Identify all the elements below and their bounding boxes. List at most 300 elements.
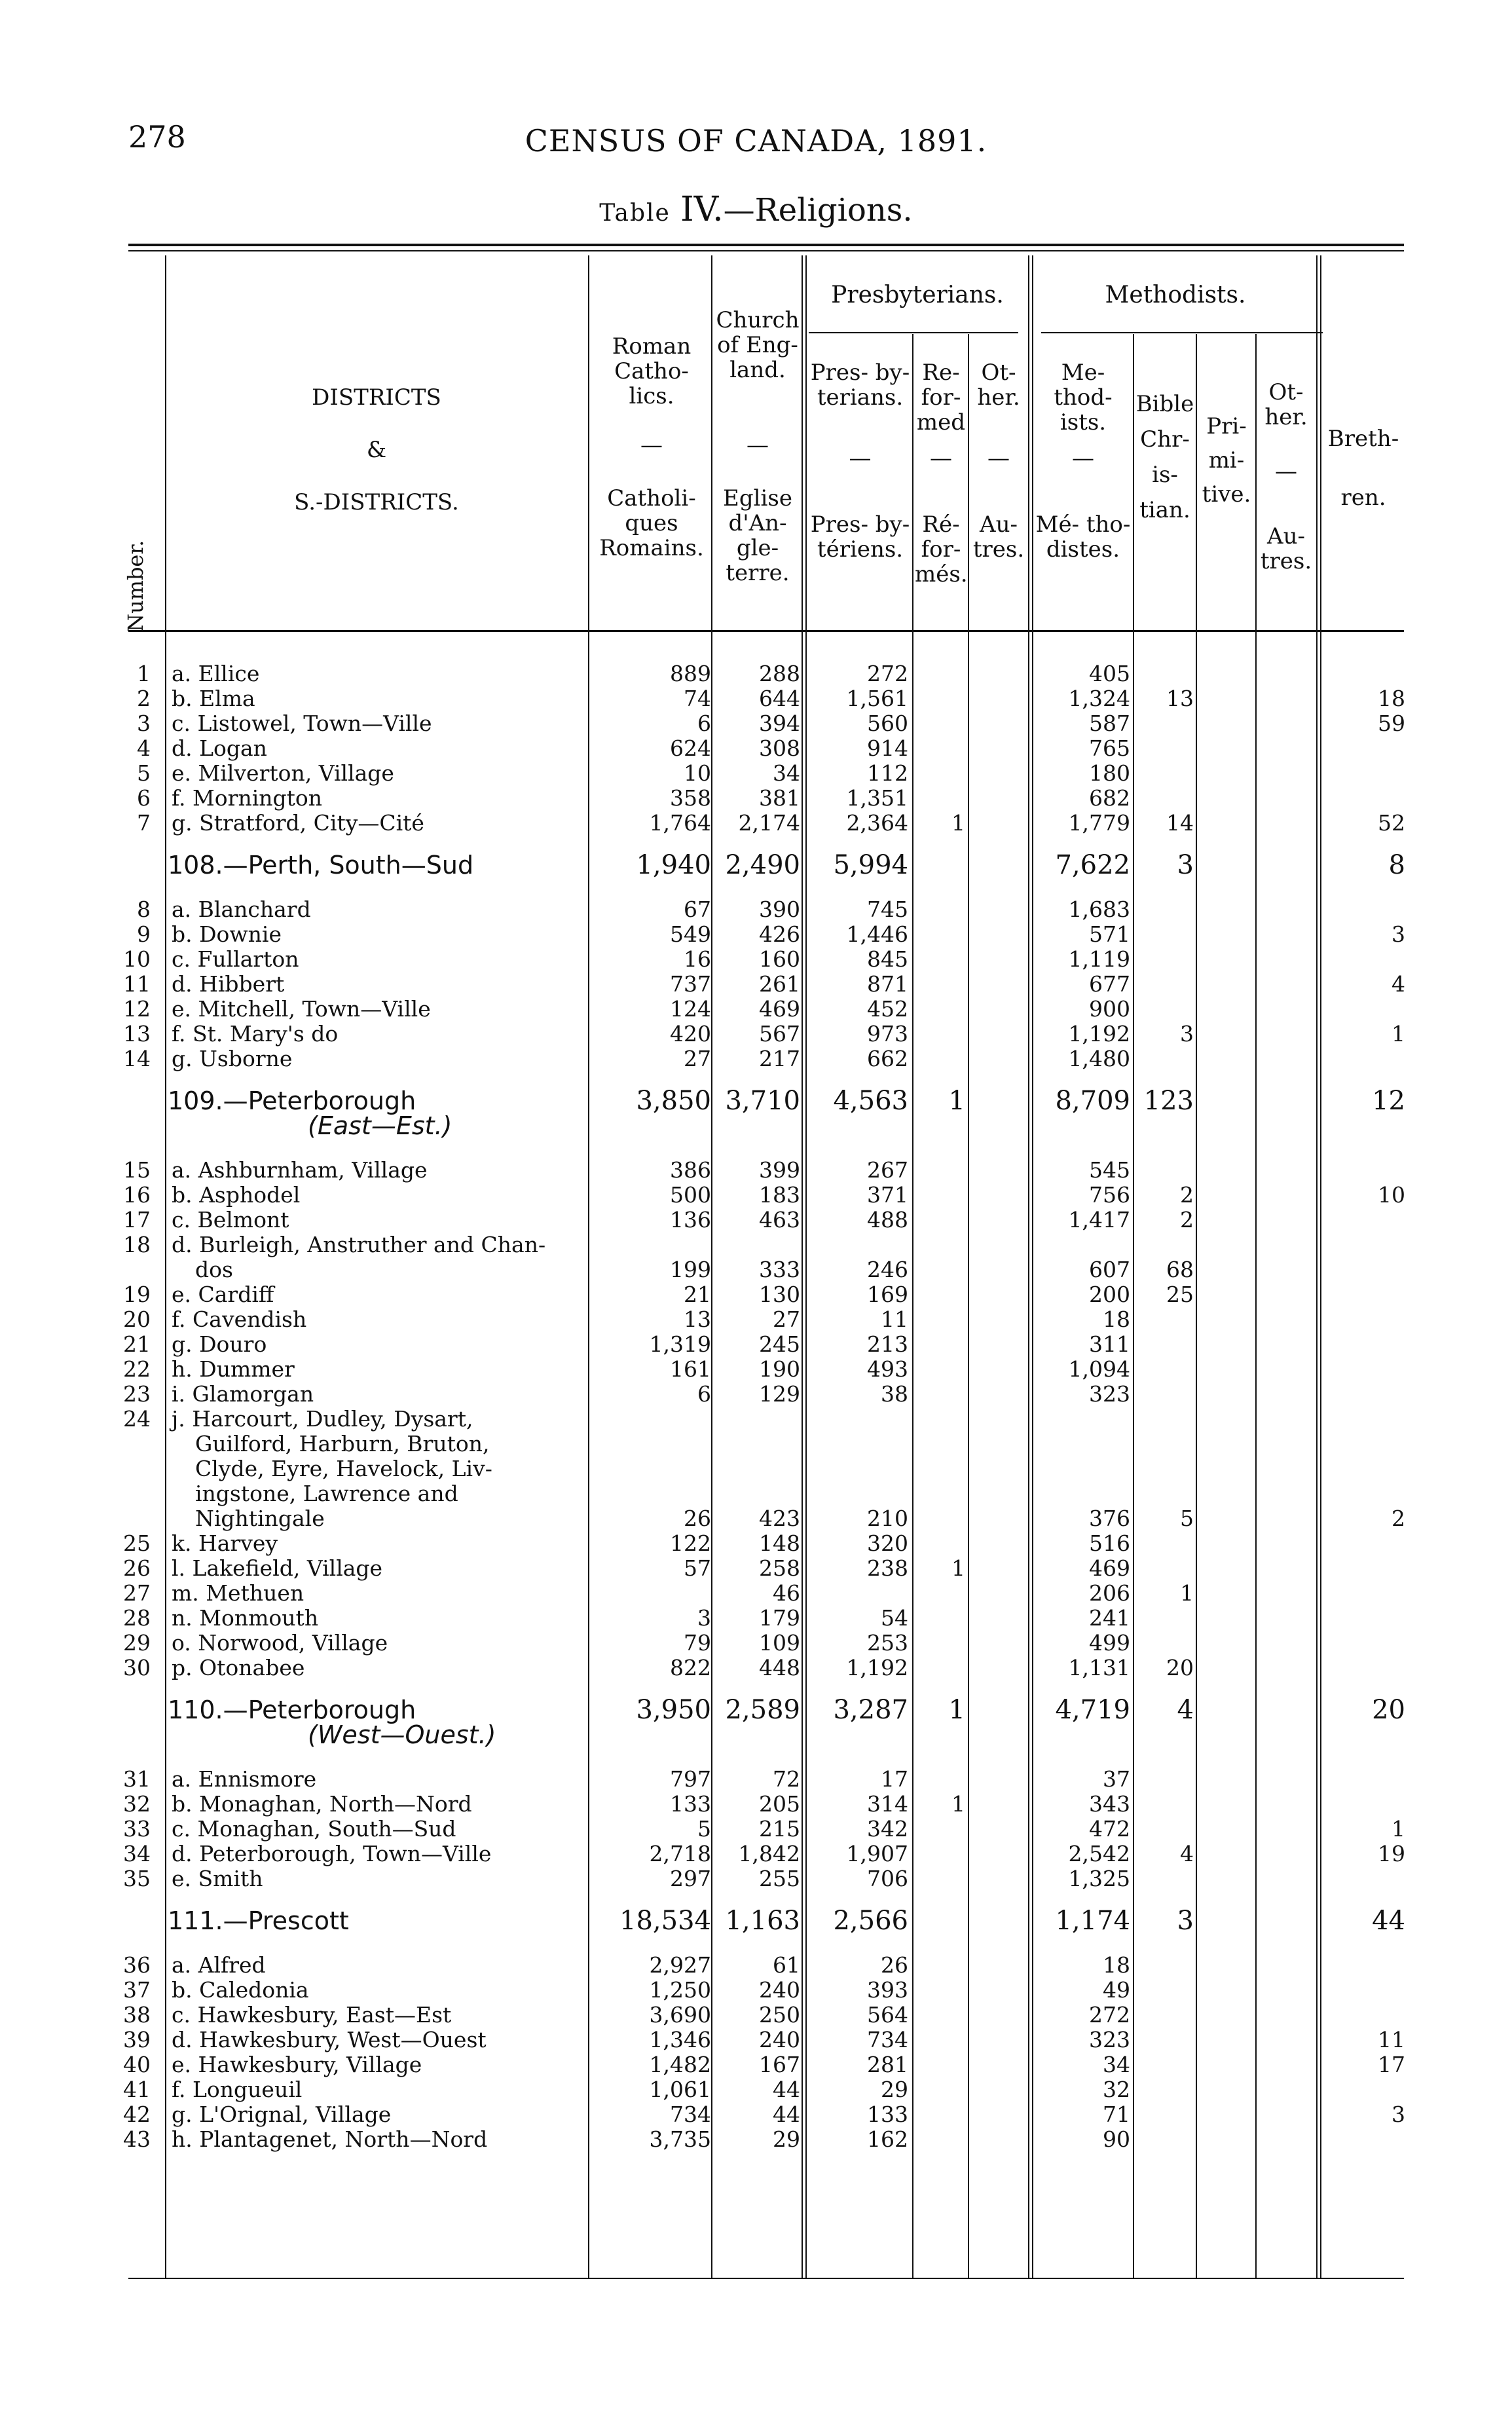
table-row bbox=[0, 661, 1512, 686]
cell-pr: 4,563 bbox=[833, 1086, 908, 1116]
table-row bbox=[0, 1866, 1512, 1891]
church-of-england-header: Church of Eng- land. bbox=[716, 307, 800, 383]
cell-me: 756 bbox=[1089, 1182, 1130, 1208]
cell-me: 1,192 bbox=[1068, 1021, 1130, 1047]
subdistrict-name-cont: dos bbox=[195, 1257, 233, 1282]
cell-ce: 215 bbox=[759, 1816, 800, 1842]
cell-ce: 308 bbox=[759, 735, 800, 761]
cell-rc: 79 bbox=[684, 1630, 711, 1656]
cell-ce: 261 bbox=[759, 971, 800, 997]
cell-pr: 734 bbox=[867, 2027, 908, 2052]
cell-br: 20 bbox=[1372, 1695, 1405, 1725]
table-row bbox=[0, 2102, 1512, 2127]
presbyterian-other-header: Ot- her. bbox=[977, 360, 1020, 411]
row-number: 26 bbox=[123, 1555, 151, 1581]
cell-me: 587 bbox=[1089, 711, 1130, 736]
row-number: 4 bbox=[137, 735, 151, 761]
row-number: 42 bbox=[123, 2102, 151, 2127]
row-number: 17 bbox=[123, 1207, 151, 1233]
cell-pr: 133 bbox=[867, 2102, 908, 2127]
subdistrict-name: d. Peterborough, Town—Ville bbox=[172, 1841, 492, 1866]
cell-me: 499 bbox=[1089, 1630, 1130, 1656]
cell-rc: 3 bbox=[697, 1605, 711, 1631]
district-subtitle: (West—Ouest.) bbox=[308, 1720, 496, 1749]
cell-rc: 161 bbox=[670, 1356, 711, 1382]
cell-rc: 297 bbox=[670, 1866, 711, 1891]
table-row bbox=[0, 711, 1512, 736]
cell-rf: 1 bbox=[948, 1086, 965, 1116]
table-row bbox=[0, 2052, 1512, 2077]
table-row bbox=[0, 811, 1512, 836]
row-number: 20 bbox=[123, 1307, 151, 1332]
subdistrict-name: d. Logan bbox=[172, 735, 267, 761]
cell-me: 682 bbox=[1089, 785, 1130, 811]
row-number: 25 bbox=[123, 1530, 151, 1556]
cell-me: 1,324 bbox=[1068, 686, 1130, 711]
cell-me: 1,174 bbox=[1055, 1906, 1130, 1936]
subdistrict-name: c. Listowel, Town—Ville bbox=[172, 711, 432, 736]
subdistrict-name: a. Blanchard bbox=[172, 897, 311, 922]
cell-me: 206 bbox=[1089, 1580, 1130, 1606]
cell-rc: 797 bbox=[670, 1766, 711, 1792]
table-number: IV. bbox=[680, 190, 724, 229]
cell-me: 469 bbox=[1089, 1555, 1130, 1581]
bottom-rule bbox=[128, 2278, 1404, 2279]
cell-pr: 11 bbox=[881, 1307, 908, 1332]
cell-ce: 34 bbox=[773, 760, 800, 786]
cell-pr: 1,351 bbox=[846, 785, 908, 811]
cell-me: 323 bbox=[1089, 1381, 1130, 1407]
row-number: 21 bbox=[123, 1331, 151, 1357]
cell-rc: 624 bbox=[670, 735, 711, 761]
running-head: CENSUS OF CANADA, 1891. bbox=[525, 123, 987, 158]
subdistrict-name: b. Elma bbox=[172, 686, 255, 711]
cell-me: 32 bbox=[1103, 2077, 1130, 2102]
subdistrict-name: b. Downie bbox=[172, 921, 282, 947]
cell-pr: 162 bbox=[867, 2126, 908, 2152]
table-row bbox=[0, 1953, 1512, 1978]
table-row bbox=[0, 1842, 1512, 1866]
cell-pr: 112 bbox=[867, 760, 908, 786]
cell-rf: 1 bbox=[951, 1791, 965, 1817]
table-row bbox=[0, 1332, 1512, 1357]
subdistrict-name: g. Usborne bbox=[172, 1046, 293, 1071]
cell-rc: 1,319 bbox=[649, 1331, 711, 1357]
cell-rc: 386 bbox=[670, 1157, 711, 1183]
cell-pr: 342 bbox=[867, 1816, 908, 1842]
brethren-header: Breth- ren. bbox=[1327, 426, 1399, 511]
cell-pr: 662 bbox=[867, 1046, 908, 1071]
subdistrict-name: b. Monaghan, North—Nord bbox=[172, 1791, 472, 1817]
cell-bc: 3 bbox=[1177, 850, 1194, 880]
cell-rc: 734 bbox=[670, 2102, 711, 2127]
table-row bbox=[0, 1531, 1512, 1556]
cell-ce: 240 bbox=[759, 1977, 800, 2003]
cell-me: 405 bbox=[1089, 661, 1130, 686]
row-number: 36 bbox=[123, 1952, 151, 1978]
table-row bbox=[0, 2028, 1512, 2052]
cell-rc: 1,482 bbox=[649, 2052, 711, 2077]
cell-me: 1,480 bbox=[1068, 1046, 1130, 1071]
cell-ce: 426 bbox=[759, 921, 800, 947]
row-number: 11 bbox=[123, 971, 151, 997]
table-row bbox=[0, 2003, 1512, 2028]
row-number: 23 bbox=[123, 1381, 151, 1407]
subdistrict-name: a. Alfred bbox=[172, 1952, 266, 1978]
cell-ce: 44 bbox=[773, 2102, 800, 2127]
subdistrict-name: e. Cardiff bbox=[172, 1282, 274, 1307]
cell-rc: 1,764 bbox=[649, 810, 711, 836]
cell-ce: 394 bbox=[759, 711, 800, 736]
eglise-angleterre-header: Eglise d'An- gle- terre. bbox=[723, 485, 792, 586]
cell-me: 18 bbox=[1103, 1307, 1130, 1332]
table-row bbox=[0, 736, 1512, 761]
row-number: 35 bbox=[123, 1866, 151, 1891]
cell-pr: 281 bbox=[867, 2052, 908, 2077]
subdistrict-name: n. Monmouth bbox=[172, 1605, 319, 1631]
cell-me: 1,779 bbox=[1068, 810, 1130, 836]
cell-pr: 253 bbox=[867, 1630, 908, 1656]
subdistrict-name: c. Hawkesbury, East—Est bbox=[172, 2002, 452, 2028]
cell-rf: 1 bbox=[951, 1555, 965, 1581]
subdistrict-name-cont: Clyde, Eyre, Havelock, Liv- bbox=[195, 1456, 492, 1481]
districts-header-3: S.-DISTRICTS. bbox=[294, 489, 459, 515]
cell-pr: 371 bbox=[867, 1182, 908, 1208]
cell-rc: 549 bbox=[670, 921, 711, 947]
cell-pr: 320 bbox=[867, 1530, 908, 1556]
cell-rc: 124 bbox=[670, 996, 711, 1022]
cell-me: 677 bbox=[1089, 971, 1130, 997]
cell-me: 34 bbox=[1103, 2052, 1130, 2077]
cell-pr: 267 bbox=[867, 1157, 908, 1183]
cell-br: 3 bbox=[1392, 921, 1405, 947]
row-number: 5 bbox=[137, 760, 151, 786]
cell-rc: 13 bbox=[684, 1307, 711, 1332]
cell-pr: 973 bbox=[867, 1021, 908, 1047]
cell-bc: 123 bbox=[1143, 1086, 1194, 1116]
cell-ce: 160 bbox=[759, 946, 800, 972]
cell-rc: 21 bbox=[684, 1282, 711, 1307]
table-prefix: Table bbox=[599, 200, 671, 227]
cell-bc: 25 bbox=[1166, 1282, 1194, 1307]
cell-me: 607 bbox=[1089, 1257, 1130, 1282]
cell-me: 8,709 bbox=[1055, 1086, 1130, 1116]
table-row bbox=[0, 1817, 1512, 1842]
cell-pr: 54 bbox=[881, 1605, 908, 1631]
subdistrict-name: p. Otonabee bbox=[172, 1655, 305, 1680]
subdistrict-name: e. Hawkesbury, Village bbox=[172, 2052, 422, 2077]
cell-bc: 4 bbox=[1177, 1695, 1194, 1725]
cell-rc: 27 bbox=[684, 1046, 711, 1071]
districts-header-2: & bbox=[366, 437, 387, 463]
cell-me: 7,622 bbox=[1055, 850, 1130, 880]
reformes-header: Ré- for- més. bbox=[915, 511, 968, 587]
row-number: 7 bbox=[137, 810, 151, 836]
cell-rc: 737 bbox=[670, 971, 711, 997]
row-number: 1 bbox=[137, 661, 151, 686]
cell-ce: 423 bbox=[759, 1506, 800, 1531]
cell-pr: 871 bbox=[867, 971, 908, 997]
cell-ce: 72 bbox=[773, 1766, 800, 1792]
cell-me: 18 bbox=[1103, 1952, 1130, 1978]
cell-ce: 46 bbox=[773, 1580, 800, 1606]
subdistrict-name: a. Ellice bbox=[172, 661, 260, 686]
row-number: 10 bbox=[123, 946, 151, 972]
district-name: 108.—Perth, South—Sud bbox=[168, 851, 474, 880]
cell-rc: 5 bbox=[697, 1816, 711, 1842]
cell-pr: 488 bbox=[867, 1207, 908, 1233]
cell-me: 343 bbox=[1089, 1791, 1130, 1817]
row-number: 31 bbox=[123, 1766, 151, 1792]
cell-rc: 3,950 bbox=[636, 1695, 711, 1725]
row-number: 27 bbox=[123, 1580, 151, 1606]
row-number: 22 bbox=[123, 1356, 151, 1382]
cell-ce: 109 bbox=[759, 1630, 800, 1656]
table-row bbox=[0, 947, 1512, 972]
cell-pr: 29 bbox=[881, 2077, 908, 2102]
cell-rc: 26 bbox=[684, 1506, 711, 1531]
row-number: 29 bbox=[123, 1630, 151, 1656]
table-row bbox=[0, 897, 1512, 922]
catholiques-romains-header: Catholi- ques Romains. bbox=[599, 485, 704, 561]
cell-pr: 169 bbox=[867, 1282, 908, 1307]
district-name: 110.—Peterborough bbox=[168, 1696, 416, 1724]
row-number: 32 bbox=[123, 1791, 151, 1817]
header-rule bbox=[128, 630, 1404, 632]
table-row bbox=[0, 1183, 1512, 1208]
cell-br: 4 bbox=[1392, 971, 1405, 997]
cell-me: 49 bbox=[1103, 1977, 1130, 2003]
cell-me: 1,119 bbox=[1068, 946, 1130, 972]
cell-ce: 44 bbox=[773, 2077, 800, 2102]
cell-me: 2,542 bbox=[1068, 1841, 1130, 1866]
row-number: 2 bbox=[137, 686, 151, 711]
cell-ce: 250 bbox=[759, 2002, 800, 2028]
cell-br: 1 bbox=[1392, 1816, 1405, 1842]
row-number: 37 bbox=[123, 1977, 151, 2003]
row-number: 40 bbox=[123, 2052, 151, 2077]
table-row bbox=[0, 1208, 1512, 1233]
presbyterians-group-header: Presbyterians. bbox=[831, 282, 1004, 308]
cell-me: 180 bbox=[1089, 760, 1130, 786]
cell-br: 12 bbox=[1372, 1086, 1405, 1116]
section-row bbox=[0, 1695, 1512, 1749]
row-number: 6 bbox=[137, 785, 151, 811]
table-row bbox=[0, 997, 1512, 1022]
subdistrict-name-cont: Guilford, Harburn, Bruton, bbox=[195, 1431, 490, 1456]
cell-bc: 68 bbox=[1166, 1257, 1194, 1282]
cell-rc: 420 bbox=[670, 1021, 711, 1047]
cell-rc: 889 bbox=[670, 661, 711, 686]
number-column-header: Number. bbox=[123, 540, 148, 632]
cell-ce: 129 bbox=[759, 1381, 800, 1407]
cell-rc: 3,735 bbox=[649, 2126, 711, 2152]
cell-rf: 1 bbox=[951, 810, 965, 836]
cell-me: 71 bbox=[1103, 2102, 1130, 2127]
cell-pr: 1,907 bbox=[846, 1841, 908, 1866]
table-row bbox=[0, 1792, 1512, 1817]
cell-bc: 4 bbox=[1180, 1841, 1194, 1866]
cell-ce: 130 bbox=[759, 1282, 800, 1307]
table-row bbox=[0, 1357, 1512, 1382]
cell-br: 52 bbox=[1378, 810, 1405, 836]
cell-ce: 29 bbox=[773, 2126, 800, 2152]
cell-bc: 3 bbox=[1180, 1021, 1194, 1047]
cell-me: 200 bbox=[1089, 1282, 1130, 1307]
rf-dash: — bbox=[930, 445, 952, 472]
cell-br: 11 bbox=[1378, 2027, 1405, 2052]
cell-rc: 822 bbox=[670, 1655, 711, 1680]
presbyterian-autres-header: Au- tres. bbox=[972, 511, 1025, 563]
methodists-header: Me- thod- ists. bbox=[1054, 360, 1113, 436]
subdistrict-name: b. Caledonia bbox=[172, 1977, 309, 2003]
cell-me: 516 bbox=[1089, 1530, 1130, 1556]
cell-ce: 1,842 bbox=[738, 1841, 800, 1866]
cell-bc: 1 bbox=[1180, 1580, 1194, 1606]
row-number: 18 bbox=[123, 1232, 151, 1257]
row-number: 28 bbox=[123, 1605, 151, 1631]
cell-pr: 1,561 bbox=[846, 686, 908, 711]
cell-rc: 136 bbox=[670, 1207, 711, 1233]
cell-pr: 2,364 bbox=[846, 810, 908, 836]
cell-bc: 14 bbox=[1166, 810, 1194, 836]
cell-rc: 67 bbox=[684, 897, 711, 922]
table-row bbox=[0, 686, 1512, 711]
cell-rc: 6 bbox=[697, 711, 711, 736]
bible-christian-header: Bible Chr- is- tian. bbox=[1135, 391, 1194, 523]
cell-pr: 38 bbox=[881, 1381, 908, 1407]
row-number: 34 bbox=[123, 1841, 151, 1866]
methodist-group-rule bbox=[1041, 332, 1323, 333]
pr-dash: — bbox=[849, 445, 872, 472]
table-name: —Religions. bbox=[723, 192, 913, 229]
table-row bbox=[0, 1158, 1512, 1183]
cell-rf: 1 bbox=[948, 1695, 965, 1725]
subdistrict-name: e. Smith bbox=[172, 1866, 263, 1891]
cell-rc: 18,534 bbox=[619, 1906, 711, 1936]
cell-ce: 463 bbox=[759, 1207, 800, 1233]
cell-ce: 390 bbox=[759, 897, 800, 922]
cell-ce: 3,710 bbox=[725, 1086, 800, 1116]
cell-rc: 16 bbox=[684, 946, 711, 972]
presbyteriens-header: Pres- by- tériens. bbox=[810, 511, 910, 563]
cell-ce: 217 bbox=[759, 1046, 800, 1071]
subdistrict-name: d. Burleigh, Anstruther and Chan- bbox=[172, 1232, 546, 1257]
subdistrict-name: m. Methuen bbox=[172, 1580, 304, 1606]
row-number: 8 bbox=[137, 897, 151, 922]
subdistrict-name: f. St. Mary's do bbox=[172, 1021, 339, 1047]
cell-br: 59 bbox=[1378, 711, 1405, 736]
table-row bbox=[0, 1581, 1512, 1606]
subdistrict-name: e. Mitchell, Town—Ville bbox=[172, 996, 431, 1022]
cell-me: 4,719 bbox=[1055, 1695, 1130, 1725]
cell-rc: 1,061 bbox=[649, 2077, 711, 2102]
cell-pr: 1,446 bbox=[846, 921, 908, 947]
roman-catholics-header: Roman Catho- lics. bbox=[612, 333, 691, 409]
cell-ce: 27 bbox=[773, 1307, 800, 1332]
cell-me: 90 bbox=[1103, 2126, 1130, 2152]
cell-pr: 246 bbox=[867, 1257, 908, 1282]
row-number: 14 bbox=[123, 1046, 151, 1071]
table-row bbox=[0, 1022, 1512, 1047]
cell-bc: 2 bbox=[1180, 1182, 1194, 1208]
cell-ce: 2,589 bbox=[725, 1695, 800, 1725]
cell-rc: 2,927 bbox=[649, 1952, 711, 1978]
cell-br: 19 bbox=[1378, 1841, 1405, 1866]
cell-me: 1,683 bbox=[1068, 897, 1130, 922]
table-row bbox=[0, 1406, 1512, 1531]
table-row bbox=[0, 1656, 1512, 1680]
cell-pr: 452 bbox=[867, 996, 908, 1022]
methodistes-header: Mé- tho- distes. bbox=[1035, 511, 1131, 563]
row-number: 38 bbox=[123, 2002, 151, 2028]
subdistrict-name: f. Longueuil bbox=[172, 2077, 303, 2102]
section-row bbox=[0, 1086, 1512, 1140]
subdistrict-name: h. Dummer bbox=[172, 1356, 295, 1382]
cell-rc: 2,718 bbox=[649, 1841, 711, 1866]
cell-ce: 567 bbox=[759, 1021, 800, 1047]
subdistrict-name: h. Plantagenet, North—Nord bbox=[172, 2126, 488, 2152]
cell-rc: 1,940 bbox=[636, 850, 711, 880]
cell-ce: 2,490 bbox=[725, 850, 800, 880]
cell-me: 1,094 bbox=[1068, 1356, 1130, 1382]
cell-ce: 333 bbox=[759, 1257, 800, 1282]
cell-bc: 20 bbox=[1166, 1655, 1194, 1680]
subdistrict-name: g. Stratford, City—Cité bbox=[172, 810, 424, 836]
table-row bbox=[0, 1232, 1512, 1282]
cell-me: 545 bbox=[1089, 1157, 1130, 1183]
table-row bbox=[0, 1382, 1512, 1407]
cell-me: 765 bbox=[1089, 735, 1130, 761]
subdistrict-name: a. Ashburnham, Village bbox=[172, 1157, 428, 1183]
table-row bbox=[0, 1556, 1512, 1581]
cell-ce: 288 bbox=[759, 661, 800, 686]
cell-ce: 190 bbox=[759, 1356, 800, 1382]
pot-dash: — bbox=[987, 445, 1010, 472]
top-rule-thin bbox=[128, 250, 1404, 251]
mot-dash: — bbox=[1275, 458, 1297, 485]
table-row bbox=[0, 786, 1512, 811]
table-row bbox=[0, 972, 1512, 997]
cell-ce: 469 bbox=[759, 996, 800, 1022]
cell-rc: 133 bbox=[670, 1791, 711, 1817]
cell-bc: 2 bbox=[1180, 1207, 1194, 1233]
cell-pr: 493 bbox=[867, 1356, 908, 1382]
methodist-autres-header: Au- tres. bbox=[1260, 523, 1312, 574]
cell-me: 472 bbox=[1089, 1816, 1130, 1842]
table-row bbox=[0, 1606, 1512, 1631]
cell-ce: 61 bbox=[773, 1952, 800, 1978]
cell-br: 3 bbox=[1392, 2102, 1405, 2127]
cell-rc: 3,850 bbox=[636, 1086, 711, 1116]
cell-pr: 213 bbox=[867, 1331, 908, 1357]
row-number: 15 bbox=[123, 1157, 151, 1183]
row-number: 13 bbox=[123, 1021, 151, 1047]
cell-pr: 706 bbox=[867, 1866, 908, 1891]
cell-pr: 393 bbox=[867, 1977, 908, 2003]
cell-me: 376 bbox=[1089, 1506, 1130, 1531]
subdistrict-name: g. Douro bbox=[172, 1331, 267, 1357]
cell-pr: 272 bbox=[867, 661, 908, 686]
methodist-other-header: Ot- her. bbox=[1264, 379, 1308, 430]
cell-ce: 179 bbox=[759, 1605, 800, 1631]
section-row bbox=[0, 850, 1512, 880]
cell-pr: 17 bbox=[881, 1766, 908, 1792]
subdistrict-name: a. Ennismore bbox=[172, 1766, 317, 1792]
table-row bbox=[0, 1631, 1512, 1656]
cell-pr: 2,566 bbox=[833, 1906, 908, 1936]
cell-me: 323 bbox=[1089, 2027, 1130, 2052]
